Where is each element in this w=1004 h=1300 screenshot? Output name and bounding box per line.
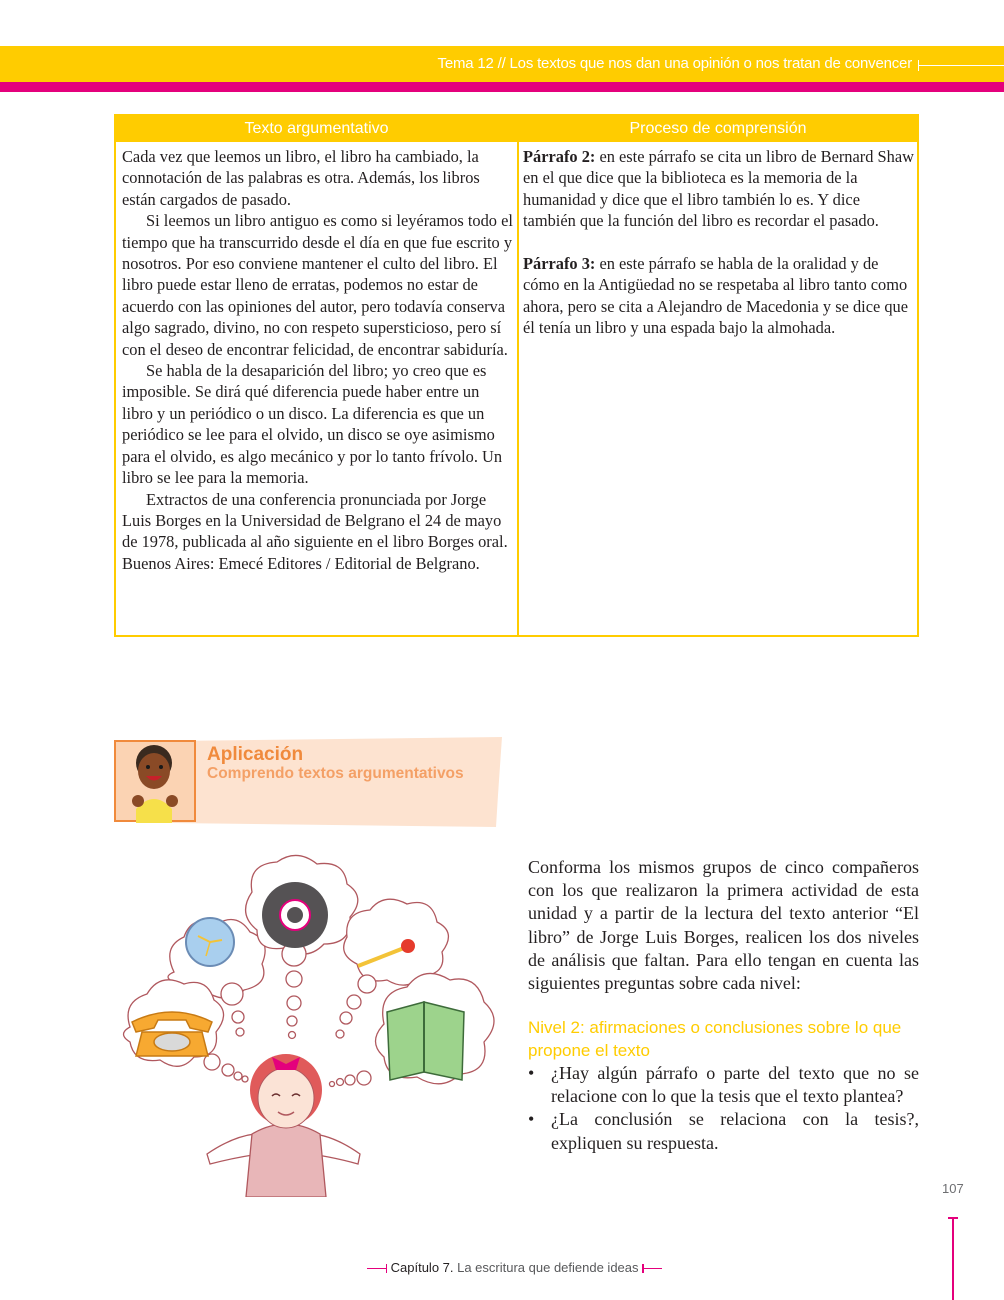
argumentative-text-cell bbox=[122, 146, 514, 574]
list-item: • ¿La conclusión se relaciona con la tesis?, expliquen su respuesta. bbox=[528, 1108, 919, 1154]
record-disc-icon bbox=[262, 882, 328, 948]
page-number: 107 bbox=[942, 1181, 964, 1196]
activity-instructions: Conforma los mismos grupos de cinco compañeros con los que realizaron la primera actividad de esta unidad y a partir de la lectura del texto anterior “El libro” de Jorge Luis Borges, realicen los dos niveles de análisis que faltan. Para ello tengan en cuenta las siguientes preguntas sobre cada nivel: bbox=[528, 857, 919, 994]
list-item: • ¿Hay algún párrafo o parte del texto que no se relacione con lo que la tesis que el texto plantea? bbox=[528, 1062, 919, 1108]
table-header-comprehension-process: Proceso de comprensión bbox=[519, 116, 917, 142]
paragraph-label: Párrafo 2: bbox=[523, 147, 596, 166]
text-paragraph: Se habla de la desaparición del libro; yo creo que es imposible. Se dirá qué diferencia puede haber entre un libro y un periódico o un disco. La diferencia es que un periódico se lee para el olvido, un disco se oye asimismo para el olvido, es algo mecánico y por lo tanto frívolo. Un libro se lee para la memoria. bbox=[122, 361, 503, 488]
text-paragraph: Si leemos un libro antiguo es como si leyéramos todo el tiempo que ha transcurrido desde el día en que fue escrito y nosotros. Por eso conviene mantener el culto del libro. El libro puede estar lleno de erratas, podemos no estar de acuerdo con las opiniones del autor, pero todavía conserva algo sagrado, divino, no con respeto supersticioso, pero sí con el deseo de encontrar felicidad, de encontrar sabiduría. bbox=[122, 211, 513, 359]
application-subtitle: Comprendo textos argumentativos bbox=[207, 765, 464, 782]
footer-chapter-title: La escritura que defiende ideas bbox=[453, 1260, 639, 1275]
comprehension-item bbox=[523, 146, 915, 232]
paragraph-label: Párrafo 3: bbox=[523, 254, 596, 274]
comprehension-item bbox=[523, 253, 915, 339]
source-citation: Extractos de una conferencia pronunciada por Jorge Luis Borges en la Universidad de Belgrano el 24 de mayo de 1978, publicada al año siguiente en el libro Borges oral. Buenos Aires: Emecé Editores / Editorial de Belgrano. bbox=[122, 489, 508, 573]
application-title: Aplicación bbox=[207, 744, 304, 765]
header-rule bbox=[918, 65, 1004, 66]
comprehension-process-cell bbox=[523, 146, 915, 339]
comprehension-text: en este párrafo se habla de la oralidad y de cómo en la Antigüedad no se respetaba al libro tanto como ahora, pero se cita a Alejandro de Macedonia y se dice que él tenía un libro y una espada bajo la almohada. bbox=[523, 254, 909, 338]
chapter-footer bbox=[367, 1260, 662, 1275]
footer-chapter-number: Capítulo 7. bbox=[390, 1260, 454, 1275]
text-paragraph: Cada vez que leemos un libro, el libro ha cambiado, la connotación de las palabras es otra. Además, los libros están cargados de pasado. bbox=[122, 147, 480, 209]
footer-rule-right bbox=[642, 1268, 662, 1270]
clock-icon bbox=[186, 918, 234, 966]
girl-thinking-illustration bbox=[112, 852, 512, 1197]
book-icon bbox=[387, 1002, 464, 1080]
footer-rule-left bbox=[367, 1268, 387, 1270]
header-accent-stripe bbox=[0, 82, 1004, 92]
page-side-rule bbox=[952, 1218, 954, 1300]
level-2-title: Nivel 2: afirmaciones o conclusiones sobre lo que propone el texto bbox=[528, 1018, 902, 1060]
chapter-topic-title: Tema 12 // Los textos que nos dan una opinión o nos tratan de convencer bbox=[437, 55, 912, 72]
table-column-divider bbox=[517, 116, 519, 635]
comprehension-text: en este párrafo se cita un libro de Bernard Shaw en el que dice que la biblioteca es la memoria de la humanidad y dice que el libro también lo es. Y dice también que la función del libro es recordar el pasado. bbox=[523, 147, 914, 231]
argument-comprehension-table bbox=[114, 114, 919, 637]
level-2-questions bbox=[528, 1062, 919, 1155]
table-header-argumentative-text: Texto argumentativo bbox=[116, 116, 517, 142]
telephone-icon bbox=[132, 1012, 212, 1056]
